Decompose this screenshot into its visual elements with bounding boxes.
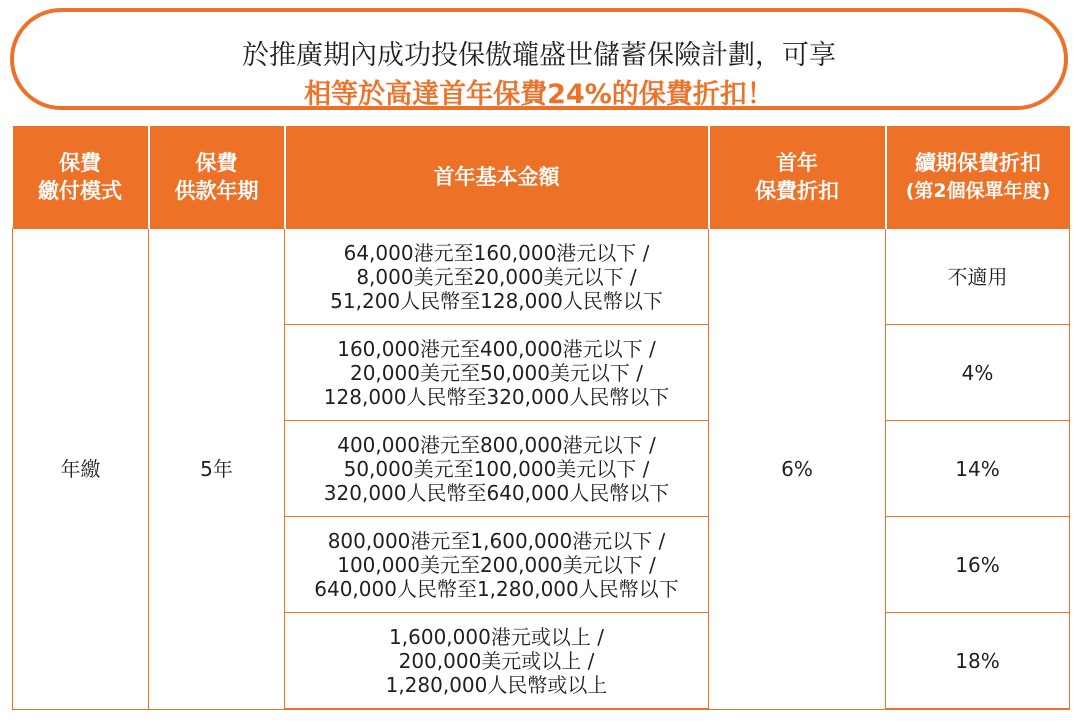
banner-headline: 於推廣期內成功投保傲瓏盛世儲蓄保險計劃，可享 (242, 40, 836, 71)
header-basic-amount: 首年基本金額 (285, 126, 709, 229)
amount-usd: 50,000美元至100,000美元以下 / (343, 456, 650, 481)
amount-hkd: 1,600,000港元或以上 / (389, 624, 604, 649)
renewal-discount-cell: 14% (886, 421, 1070, 517)
amount-rmb: 320,000人民幣至640,000人民幣以下 (323, 480, 670, 505)
discount-table (12, 126, 1070, 710)
table-row (13, 229, 1070, 325)
amount-cell (285, 517, 709, 613)
header-first-year-discount-line1: 首年 (776, 151, 818, 175)
amount-hkd: 160,000港元至400,000港元以下 / (337, 336, 656, 361)
first-year-discount-cell: 6% (709, 229, 886, 710)
amount-cell (285, 421, 709, 517)
amount-cell (285, 229, 709, 325)
header-payment-term-line1: 保費 (195, 151, 238, 175)
amount-hkd: 800,000港元至1,600,000港元以下 / (327, 528, 666, 553)
amount-usd: 200,000美元或以上 / (398, 648, 595, 673)
amount-usd: 20,000美元至50,000美元以下 / (349, 360, 644, 385)
header-renewal-discount-line2: (第2個保單年度) (905, 180, 1051, 202)
header-payment-mode-line2: 繳付模式 (38, 179, 122, 203)
amount-hkd: 400,000港元至800,000港元以下 / (337, 432, 656, 457)
amount-cell (285, 613, 709, 710)
amount-rmb: 1,280,000人民幣或以上 (385, 672, 608, 697)
header-first-year-discount (709, 126, 886, 229)
amount-usd: 8,000美元至20,000美元以下 / (356, 264, 637, 289)
header-payment-mode (13, 126, 149, 229)
banner-highlight: 相等於高達首年保費24%的保費折扣！ (304, 79, 774, 110)
payment-mode-cell: 年繳 (13, 229, 149, 710)
amount-rmb: 51,200人民幣至128,000人民幣以下 (330, 288, 663, 313)
header-payment-mode-line1: 保費 (59, 151, 101, 175)
amount-usd: 100,000美元至200,000美元以下 / (337, 552, 656, 577)
renewal-discount-cell: 不適用 (886, 229, 1070, 325)
amount-hkd: 64,000港元至160,000港元以下 / (343, 240, 650, 265)
header-renewal-discount-line1: 續期保費折扣 (915, 151, 1041, 175)
renewal-discount-cell: 16% (886, 517, 1070, 613)
header-renewal-discount (886, 126, 1070, 229)
amount-rmb: 128,000人民幣至320,000人民幣以下 (323, 384, 670, 409)
renewal-discount-cell: 18% (886, 613, 1070, 710)
amount-cell (285, 325, 709, 421)
header-payment-term-line2: 供款年期 (174, 179, 259, 203)
header-payment-term (149, 126, 285, 229)
header-first-year-discount-line2: 保費折扣 (755, 179, 839, 203)
renewal-discount-cell: 4% (886, 325, 1070, 421)
payment-term-cell: 5年 (149, 229, 285, 710)
table-header-row (13, 126, 1070, 229)
amount-rmb: 640,000人民幣至1,280,000人民幣以下 (314, 576, 679, 601)
promo-banner (10, 8, 1068, 110)
